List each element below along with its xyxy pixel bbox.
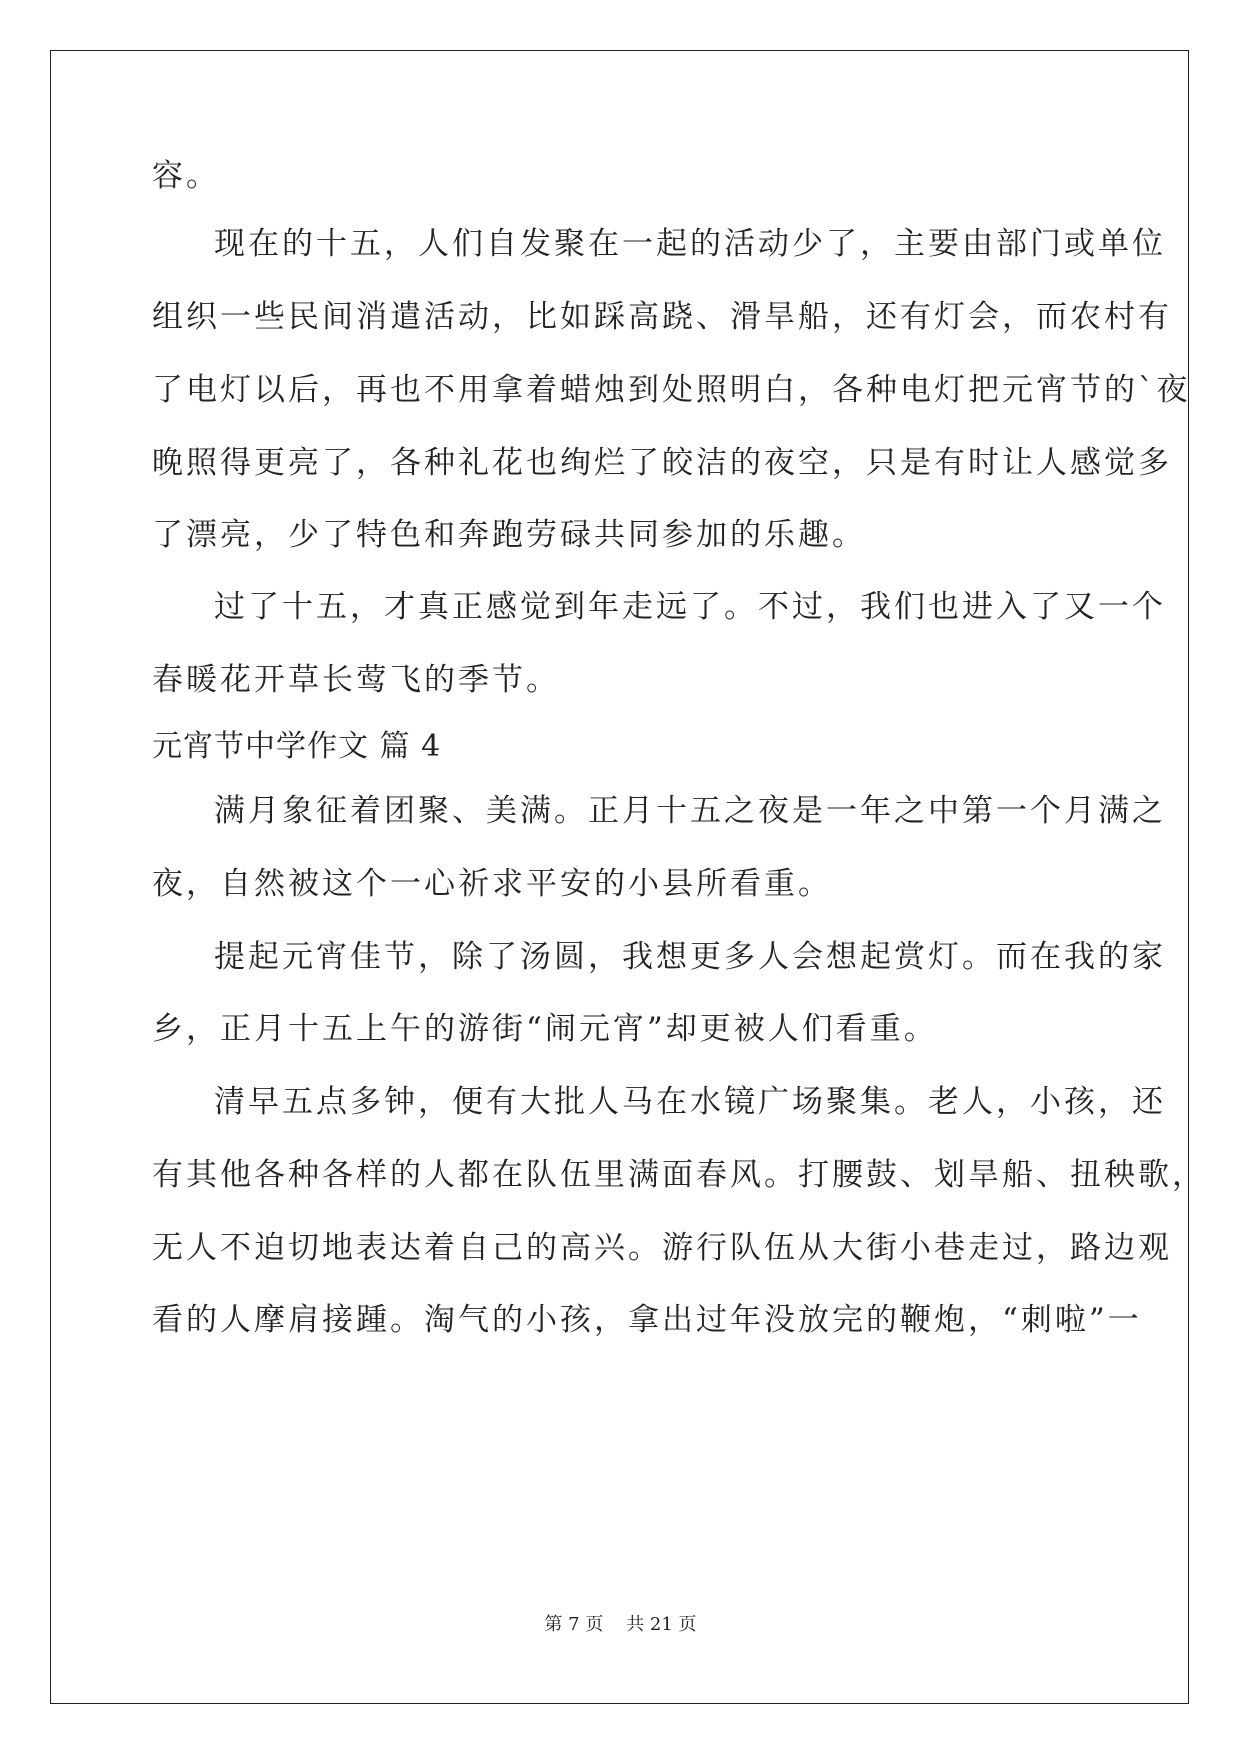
text-line: 乡，正月十五上午的游街“闹元宵”却更被人们看重。 bbox=[152, 1011, 938, 1047]
text-line: 清早五点多钟，便有大批人马在水镜广场聚集。老人，小孩，还 bbox=[214, 1084, 1166, 1120]
text-line: 过了十五，才真正感觉到年走远了。不过，我们也进入了又一个 bbox=[214, 589, 1166, 625]
text-line: 看的人摩肩接踵。淘气的小孩，拿出过年没放完的鞭炮，“刺啦”一 bbox=[152, 1302, 1142, 1338]
page-footer: 第 7 页 共 21 页 bbox=[544, 1614, 697, 1635]
text-line: 夜，自然被这个一心祈求平安的小县所看重。 bbox=[152, 866, 832, 902]
text-line: 提起元宵佳节，除了汤圆，我想更多人会想起赏灯。而在我的家 bbox=[214, 939, 1166, 975]
text-line: 了电灯以后，再也不用拿着蜡烛到处照明白，各种电灯把元宵节的`夜 bbox=[152, 372, 1191, 408]
text-line: 晚照得更亮了，各种礼花也绚烂了皎洁的夜空，只是有时让人感觉多 bbox=[152, 445, 1172, 481]
text-line: 组织一些民间消遣活动，比如踩高跷、滑旱船，还有灯会，而农村有 bbox=[152, 299, 1172, 335]
text-line: 春暖花开草长莺飞的季节。 bbox=[152, 662, 560, 698]
text-line: 了漂亮，少了特色和奔跑劳碌共同参加的乐趣。 bbox=[152, 517, 866, 553]
text-line: 满月象征着团聚、美满。正月十五之夜是一年之中第一个月满之 bbox=[214, 793, 1166, 829]
text-line: 无人不迫切地表达着自己的高兴。游行队伍从大街小巷走过，路边观 bbox=[152, 1230, 1172, 1266]
section-heading: 元宵节中学作文 篇 4 bbox=[152, 729, 442, 764]
text-line: 容。 bbox=[152, 158, 220, 194]
text-line: 现在的十五，人们自发聚在一起的活动少了，主要由部门或单位 bbox=[214, 226, 1166, 262]
text-line: 有其他各种各样的人都在队伍里满面春风。打腰鼓、划旱船、扭秧歌， bbox=[152, 1157, 1206, 1193]
